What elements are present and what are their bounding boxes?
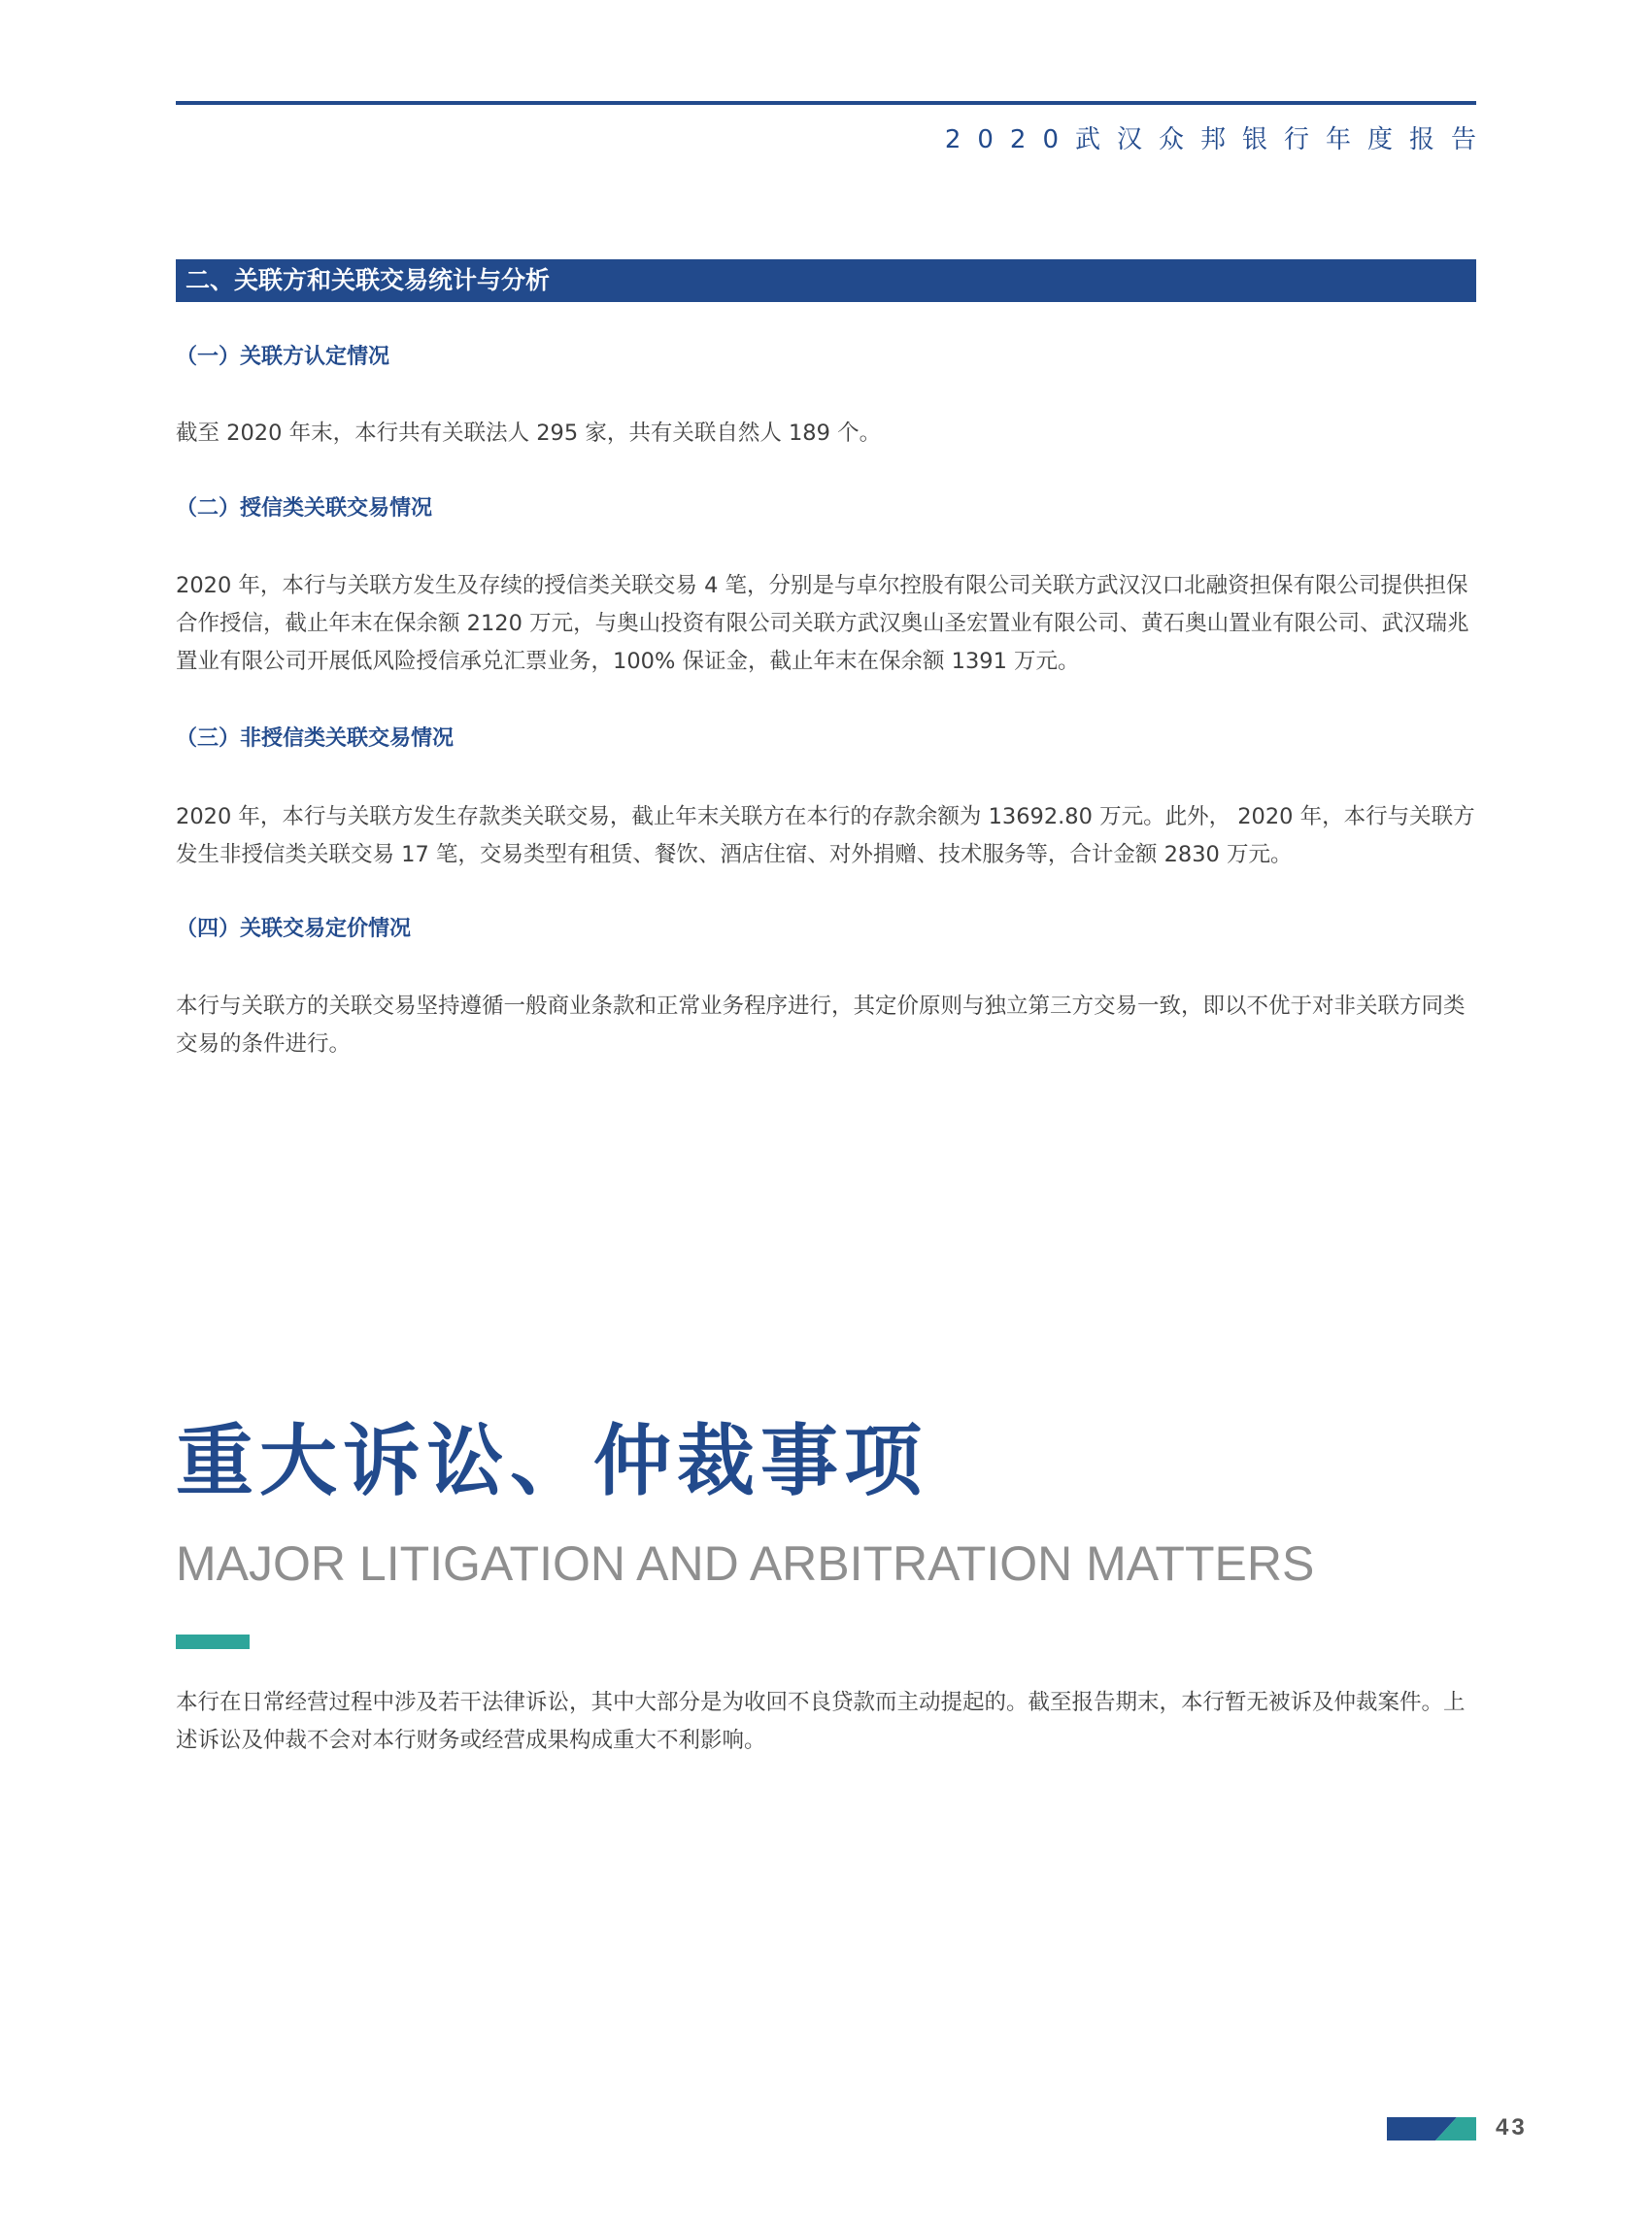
litigation-body: 本行在日常经营过程中涉及若干法律诉讼，其中大部分是为收回不良贷款而主动提起的。截至报告期末，本行暂无被诉及仲裁案件。上述诉讼及仲裁不会对本行财务或经营成果构成重大不利影响。: [176, 1690, 1466, 1753]
subsection-body-4: 本行与关联方的关联交易坚持遵循一般商业条款和正常业务程序进行，其定价原则与独立第三方交易一致，即以不优于对非关联方同类交易的条件进行。: [176, 994, 1466, 1057]
subsection-body-1: 截至 2020 年末，本行共有关联法人 295 家，共有关联自然人 189 个。: [176, 421, 882, 446]
page-number: 43: [1496, 2114, 1528, 2141]
section-banner-title: 二、关联方和关联交易统计与分析: [185, 266, 551, 294]
subsection-heading-3: （三）非授信类关联交易情况: [176, 726, 455, 751]
header-rule: [176, 101, 1476, 105]
accent-bar: [176, 1635, 250, 1649]
subsection-heading-2: （二）授信类关联交易情况: [176, 496, 433, 521]
page-mark-icon: [1387, 2117, 1476, 2141]
subsection-heading-1: （一）关联方认定情况: [176, 345, 390, 369]
section-banner: [176, 259, 1476, 302]
report-title: 2020武汉众邦银行年度报告: [944, 125, 1493, 154]
subsection-body-2: 2020 年，本行与关联方发生及存续的授信类关联交易 4 笔，分别是与卓尔控股有限公司关联方武汉汉口北融资担保有限公司提供担保合作授信，截止年末在保余额 2120 万元，与奥山投资有限公司关联方武汉奥山圣宏置业有限公司、黄石奥山置业有限公司、武汉瑞兆置业有限公司开展低风险授信承兑汇票业务，100% 保证金，截止年末在保余额 1391 万元。: [176, 573, 1469, 674]
subsection-heading-4: （四）关联交易定价情况: [176, 917, 412, 941]
litigation-title-english: MAJOR LITIGATION AND ARBITRATION MATTERS: [176, 1536, 1315, 1591]
litigation-title: 重大诉讼、仲裁事项: [176, 1416, 927, 1506]
subsection-body-3: 2020 年，本行与关联方发生存款类关联交易，截止年末关联方在本行的存款余额为 13692.80 万元。此外， 2020 年，本行与关联方发生非授信类关联交易 17 笔，交易类型有租赁、餐饮、酒店住宿、对外捐赠、技术服务等，合计金额 2830 万元。: [176, 804, 1475, 867]
